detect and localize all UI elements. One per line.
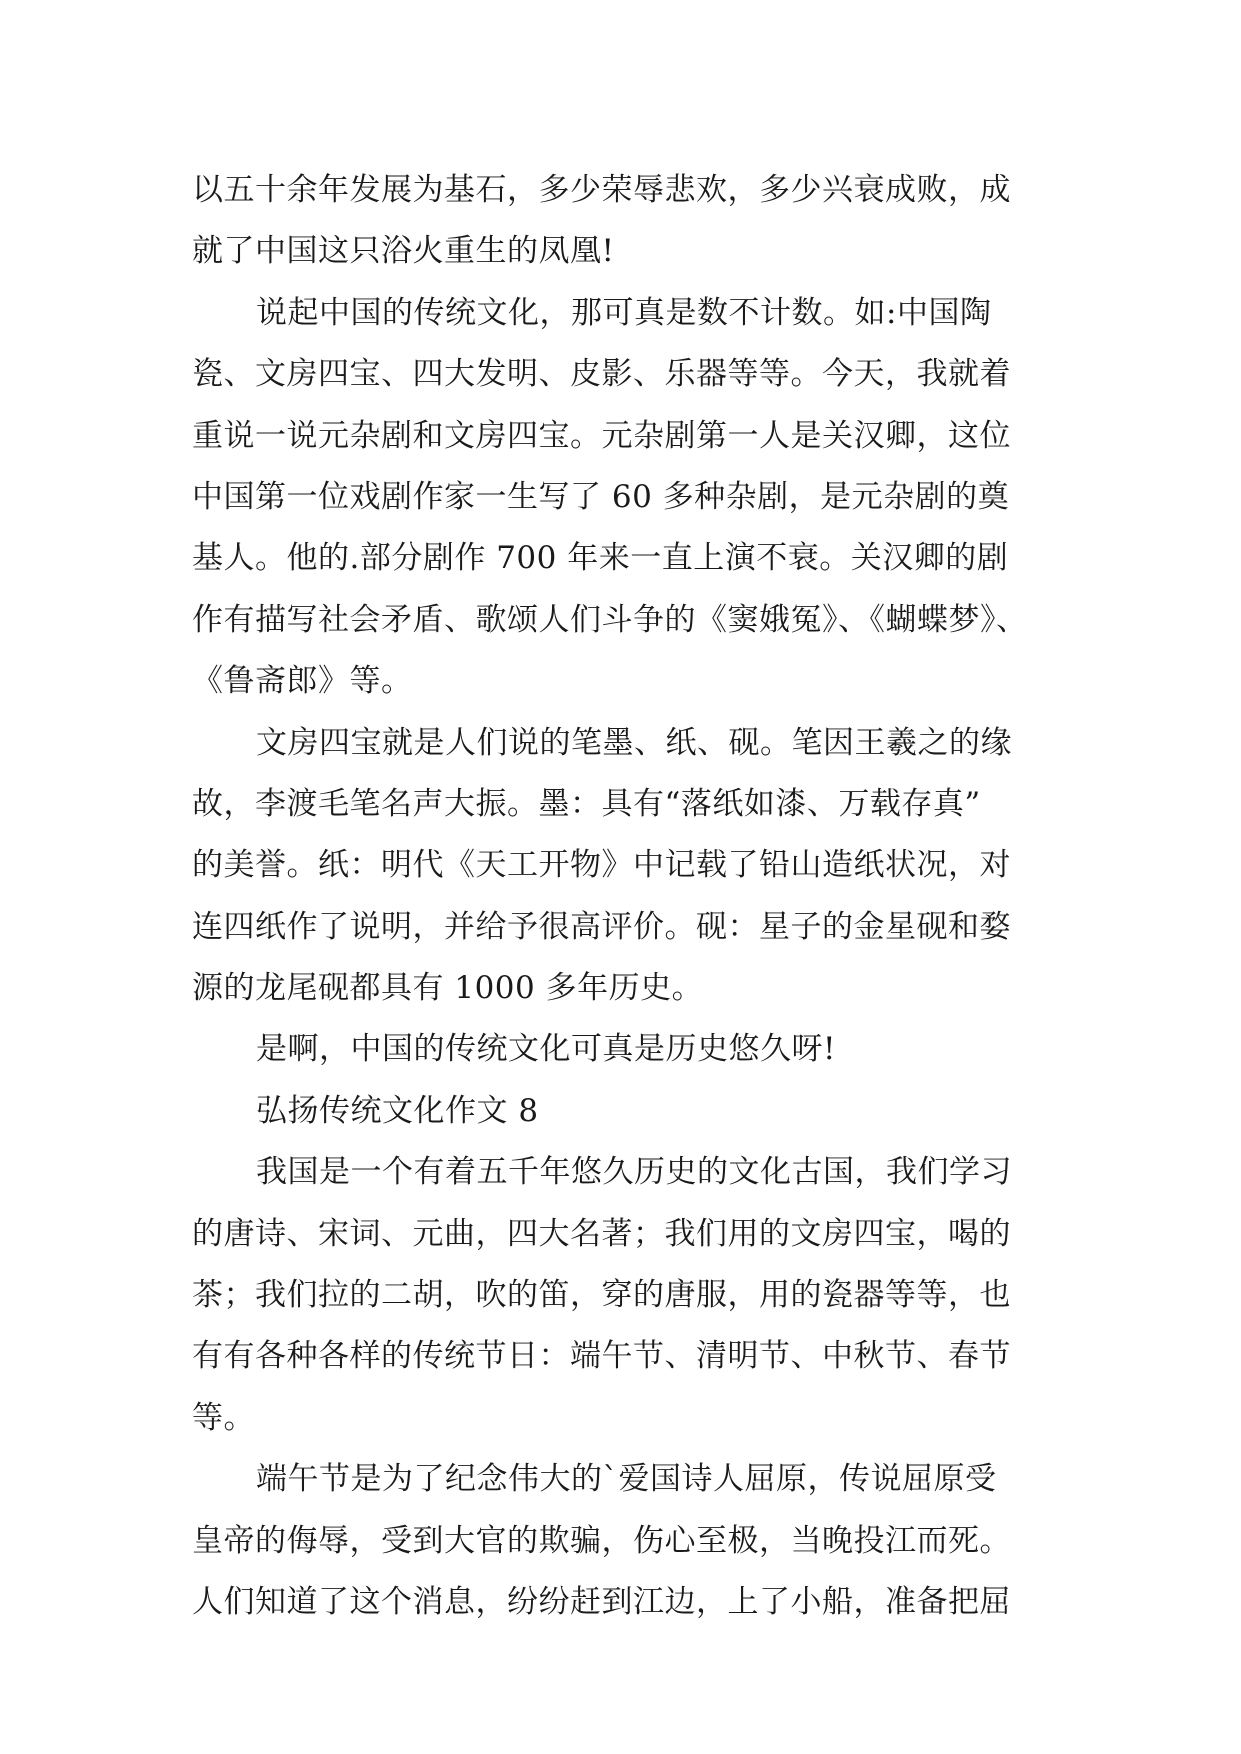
text-line: 故，李渡毛笔名声大振。墨：具有“落纸如漆、万载存真” [192,785,981,822]
text-line: 就了中国这只浴火重生的凤凰! [192,233,615,270]
text-line: 中国第一位戏剧作家一生写了 60 多种杂剧，是元杂剧的奠 [192,478,1010,515]
text-line: 源的龙尾砚都具有 1000 多年历史。 [192,970,704,1007]
text-line: 皇帝的侮辱，受到大官的欺骗，伤心至极，当晚投江而死。 [192,1522,1011,1559]
text-line: 我国是一个有着五千年悠久历史的文化古国，我们学习 [256,1154,1012,1191]
text-line: 连四纸作了说明，并给予很高评价。砚：星子的金星砚和婺 [192,908,1011,945]
text-line: 是啊，中国的传统文化可真是历史悠久呀! [256,1031,836,1068]
document-body [192,160,1072,1633]
text-line: 端午节是为了纪念伟大的`爱国诗人屈原，传说屈原受 [256,1461,997,1498]
text-line: 等。 [192,1399,255,1436]
text-line: 《鲁斋郎》等。 [192,663,413,700]
text-line: 的美誉。纸：明代《天工开物》中记载了铅山造纸状况，对 [192,847,1011,884]
text-line: 作有描写社会矛盾、歌颂人们斗争的《窦娥冤》、《蝴蝶梦》、 [192,601,1028,638]
text-line: 瓷、文房四宝、四大发明、皮影、乐器等等。今天，我就着 [192,356,1011,393]
text-line: 茶；我们拉的二胡，吹的笛，穿的唐服，用的瓷器等等，也 [192,1277,1011,1314]
text-line: 说起中国的传统文化，那可真是数不计数。如:中国陶 [256,294,992,331]
text-line: 有有各种各样的传统节日：端午节、清明节、中秋节、春节 [192,1338,1011,1375]
text-line: 重说一说元杂剧和文房四宝。元杂剧第一人是关汉卿，这位 [192,417,1011,454]
text-line: 基人。他的.部分剧作 700 年来一直上演不衰。关汉卿的剧 [192,540,1009,577]
text-line: 以五十余年发展为基石，多少荣辱悲欢，多少兴衰成败，成 [192,172,1011,208]
text-line: 人们知道了这个消息，纷纷赶到江边，上了小船，准备把屈 [192,1583,1011,1620]
text-line: 弘扬传统文化作文 8 [256,1092,539,1129]
text-line: 文房四宝就是人们说的笔墨、纸、砚。笔因王羲之的缘 [256,724,1012,761]
text-line: 的唐诗、宋词、元曲，四大名著；我们用的文房四宝，喝的 [192,1215,1011,1252]
